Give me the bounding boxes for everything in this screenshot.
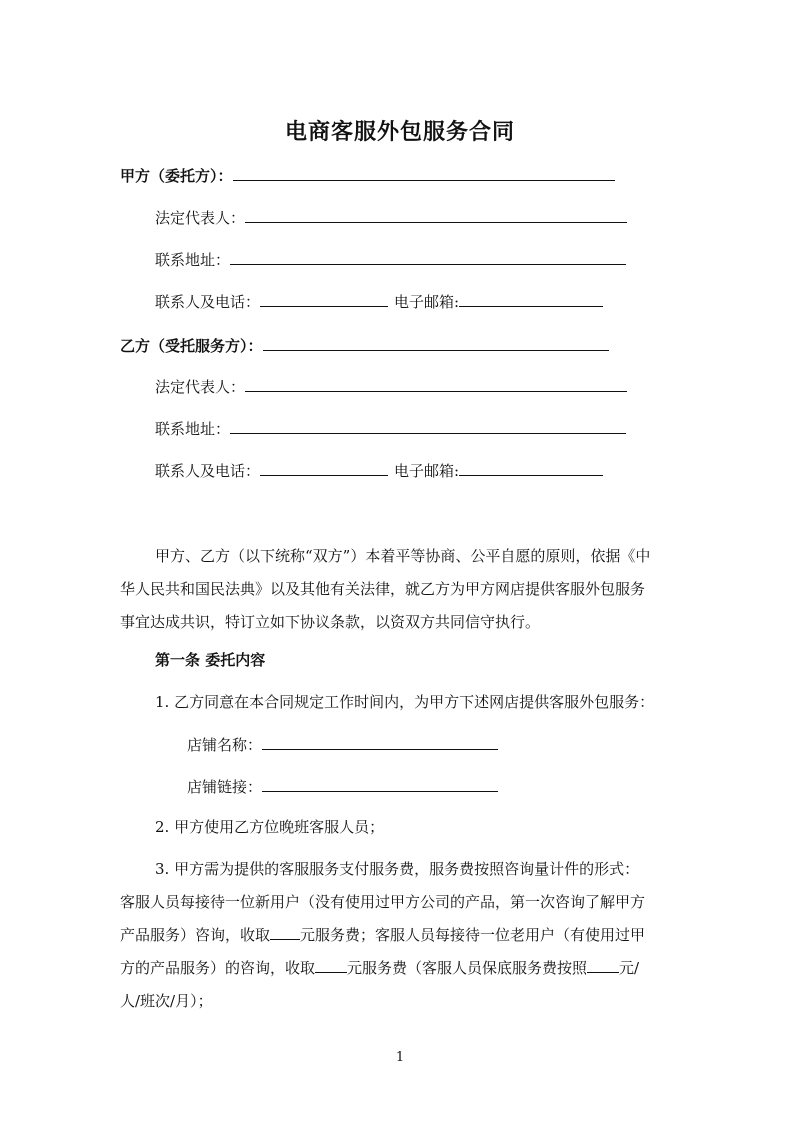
party-a-rep-row [155,208,627,227]
store-link-label: 店铺链接： [187,778,263,796]
store-link-blank[interactable] [262,777,498,792]
article-1-item-3-line-5: 人/班次/月）； [120,992,213,1010]
party-b-label: 乙方（受托服务方）： [120,337,263,355]
party-a-contact-label: 联系人及电话： [155,293,261,311]
item-3-line-4-part-a: 方的产品服务）的咨询，收取 [120,959,316,977]
party-b-contact-row [155,461,603,480]
new-user-fee-blank[interactable] [270,925,300,940]
item-3-line-3-part-b: 元服务费；客服人员每接待一位老用户（有使用过甲 [300,926,646,944]
store-name-blank[interactable] [262,735,498,750]
party-b-address-row [155,419,626,438]
party-a-address-row [155,250,626,269]
intro-line-3: 事宜达成共识，特订立如下协议条款，以资双方共同信守执行。 [120,613,541,631]
item-3-line-4-part-b: 元服务费（客服人员保底服务费按照 [347,959,588,977]
party-a-rep-blank[interactable] [245,208,627,223]
party-b-rep-row [155,377,627,396]
party-a-contact-row [155,292,603,311]
article-1-item-3-line-4 [120,952,639,985]
party-a-email-blank[interactable] [459,292,603,307]
party-a-row [120,166,615,185]
store-name-label: 店铺名称： [187,736,263,754]
article-1-item-3-line-3 [120,919,645,952]
party-a-contact-blank[interactable] [260,292,388,307]
party-a-address-label: 联系地址： [155,251,231,269]
intro-line-1: 甲方、乙方（以下统称“双方”）本着平等协商、公平自愿的原则，依据《中 [155,547,651,565]
party-b-email-blank[interactable] [459,461,603,476]
party-b-contact-blank[interactable] [260,461,388,476]
old-user-fee-blank[interactable] [315,958,347,973]
party-b-contact-label: 联系人及电话： [155,462,261,480]
party-a-rep-label: 法定代表人： [155,209,246,227]
party-a-address-blank[interactable] [230,250,626,265]
party-b-address-blank[interactable] [230,419,626,434]
item-3-line-4-part-c: 元/ [619,959,640,977]
minimum-fee-blank[interactable] [587,958,619,973]
party-a-label: 甲方（委托方）： [120,167,233,185]
party-b-row [120,336,609,355]
article-1-item-1: 1. 乙方同意在本合同规定工作时间内，为甲方下述网店提供客服外包服务： [155,693,655,711]
article-1-item-3-line-1: 3. 甲方需为提供的客服服务支付服务费，服务费按照咨询量计件的形式： [155,860,640,878]
party-a-blank[interactable] [233,166,615,181]
article-1-item-2: 2. 甲方使用乙方位晚班客服人员； [155,818,385,836]
article-1-item-3-line-2: 客服人员每接待一位新用户（没有使用过甲方公司的产品，第一次咨询了解甲方 [120,893,646,911]
store-name-row [187,735,498,754]
item-3-line-3-part-a: 产品服务）咨询，收取 [120,926,271,944]
party-b-address-label: 联系地址： [155,420,231,438]
party-b-rep-blank[interactable] [245,377,627,392]
party-b-blank[interactable] [263,336,609,351]
document-title: 电商客服外包服务合同 [284,119,515,145]
store-link-row [187,777,498,796]
intro-line-2: 华人民共和国民法典》以及其他有关法律，就乙方为甲方网店提供客服外包服务 [120,580,646,598]
page-number: 1 [395,1050,405,1065]
party-b-email-label: 电子邮箱: [394,462,460,480]
party-b-rep-label: 法定代表人： [155,378,246,396]
party-a-email-label: 电子邮箱: [394,293,460,311]
article-1-heading: 第一条 委托内容 [155,651,266,669]
